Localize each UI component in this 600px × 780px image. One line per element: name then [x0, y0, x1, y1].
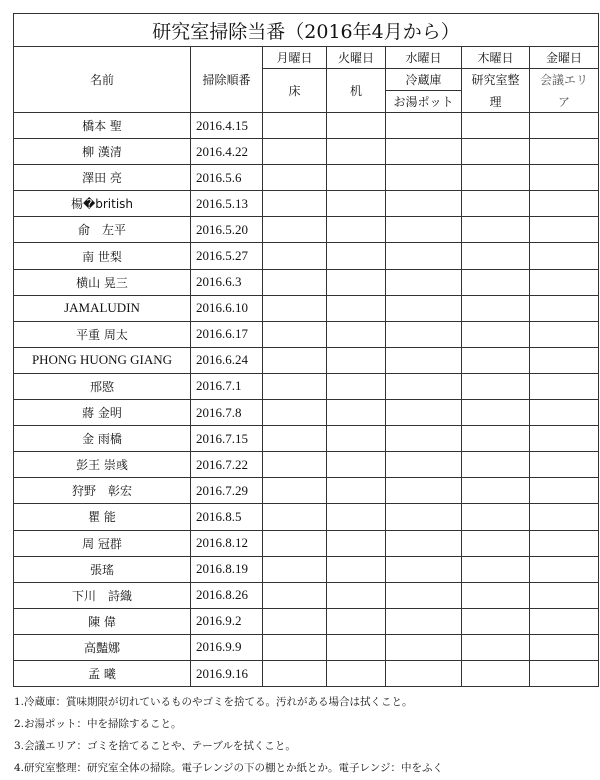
table-row [14, 530, 599, 556]
check-cell[interactable] [462, 452, 530, 478]
page-title: 研究室掃除当番（2016年4月から） [14, 14, 599, 47]
check-cell[interactable] [327, 504, 386, 530]
check-cell[interactable] [327, 217, 386, 243]
check-cell[interactable] [263, 321, 327, 347]
check-cell[interactable] [386, 608, 462, 634]
member-name: 俞 左平 [14, 217, 191, 243]
table-row [14, 321, 599, 347]
check-cell[interactable] [530, 347, 599, 373]
table-row [14, 478, 599, 504]
table-row [14, 269, 599, 295]
member-name: 陳 偉 [14, 608, 191, 634]
check-cell[interactable] [263, 139, 327, 165]
notes [14, 692, 443, 780]
check-cell[interactable] [263, 582, 327, 608]
check-cell[interactable] [386, 426, 462, 452]
table-row [14, 504, 599, 530]
check-cell[interactable] [327, 634, 386, 660]
cleaning-date: 2016.6.17 [191, 321, 263, 347]
task-friday-1: 会議エリ [530, 69, 599, 91]
check-cell[interactable] [263, 400, 327, 426]
cleaning-date: 2016.7.8 [191, 400, 263, 426]
check-cell[interactable] [386, 634, 462, 660]
check-cell[interactable] [530, 608, 599, 634]
check-cell[interactable] [462, 634, 530, 660]
check-cell[interactable] [327, 295, 386, 321]
check-cell[interactable] [386, 113, 462, 139]
check-cell[interactable] [263, 165, 327, 191]
table-row [14, 165, 599, 191]
check-cell[interactable] [530, 530, 599, 556]
member-name: 柳 漢清 [14, 139, 191, 165]
check-cell[interactable] [530, 478, 599, 504]
check-cell[interactable] [263, 243, 327, 269]
task-thursday-2: 理 [462, 91, 530, 113]
check-cell[interactable] [327, 608, 386, 634]
member-name: 橋本 聖 [14, 113, 191, 139]
check-cell[interactable] [462, 243, 530, 269]
check-cell[interactable] [530, 452, 599, 478]
check-cell[interactable] [263, 191, 327, 217]
check-cell[interactable] [386, 217, 462, 243]
member-name: 金 雨橋 [14, 426, 191, 452]
cleaning-date: 2016.5.20 [191, 217, 263, 243]
check-cell[interactable] [327, 139, 386, 165]
check-cell[interactable] [462, 139, 530, 165]
member-name: 南 世梨 [14, 243, 191, 269]
check-cell[interactable] [386, 660, 462, 686]
cleaning-date: 2016.6.24 [191, 347, 263, 373]
cleaning-date: 2016.5.13 [191, 191, 263, 217]
check-cell[interactable] [386, 295, 462, 321]
check-cell[interactable] [327, 530, 386, 556]
member-name: 澤田 亮 [14, 165, 191, 191]
check-cell[interactable] [530, 217, 599, 243]
cleaning-date: 2016.5.27 [191, 243, 263, 269]
table-row [14, 582, 599, 608]
check-cell[interactable] [263, 373, 327, 399]
member-name: 張瑤 [14, 556, 191, 582]
table-row [14, 452, 599, 478]
check-cell[interactable] [530, 243, 599, 269]
check-cell[interactable] [386, 373, 462, 399]
check-cell[interactable] [327, 191, 386, 217]
table-row [14, 113, 599, 139]
cleaning-date: 2016.8.12 [191, 530, 263, 556]
check-cell[interactable] [462, 608, 530, 634]
header-name: 名前 [14, 47, 191, 113]
check-cell[interactable] [530, 113, 599, 139]
check-cell[interactable] [386, 165, 462, 191]
check-cell[interactable] [386, 269, 462, 295]
check-cell[interactable] [386, 504, 462, 530]
check-cell[interactable] [386, 321, 462, 347]
member-name: 平重 周太 [14, 321, 191, 347]
task-thursday-1: 研究室整 [462, 69, 530, 91]
check-cell[interactable] [462, 113, 530, 139]
cleaning-date: 2016.9.2 [191, 608, 263, 634]
check-cell[interactable] [263, 556, 327, 582]
member-name: PHONG HUONG GIANG [14, 347, 191, 373]
member-name: 楊�british [14, 191, 191, 217]
table-row [14, 608, 599, 634]
check-cell[interactable] [462, 556, 530, 582]
task-wednesday-fridge: 冷蔵庫 [386, 69, 462, 91]
check-cell[interactable] [462, 295, 530, 321]
member-name: 高豔娜 [14, 634, 191, 660]
cleaning-date: 2016.7.15 [191, 426, 263, 452]
check-cell[interactable] [386, 191, 462, 217]
member-name: 瞿 能 [14, 504, 191, 530]
task-tuesday: 机 [327, 69, 386, 113]
header-friday: 金曜日 [530, 47, 599, 69]
check-cell[interactable] [530, 400, 599, 426]
header-order: 掃除順番 [191, 47, 263, 113]
member-name: 下川 詩織 [14, 582, 191, 608]
check-cell[interactable] [530, 269, 599, 295]
check-cell[interactable] [386, 243, 462, 269]
check-cell[interactable] [263, 426, 327, 452]
table-row [14, 347, 599, 373]
check-cell[interactable] [462, 321, 530, 347]
check-cell[interactable] [327, 400, 386, 426]
cleaning-date: 2016.9.16 [191, 660, 263, 686]
check-cell[interactable] [462, 217, 530, 243]
member-name: 周 冠群 [14, 530, 191, 556]
member-name: JAMALUDIN [14, 295, 191, 321]
member-name: 狩野 彰宏 [14, 478, 191, 504]
check-cell[interactable] [530, 634, 599, 660]
cleaning-date: 2016.8.26 [191, 582, 263, 608]
check-cell[interactable] [263, 113, 327, 139]
check-cell[interactable] [263, 295, 327, 321]
cleaning-date: 2016.7.22 [191, 452, 263, 478]
member-name: 彭王 崇彧 [14, 452, 191, 478]
check-cell[interactable] [327, 269, 386, 295]
check-cell[interactable] [327, 321, 386, 347]
check-cell[interactable] [530, 373, 599, 399]
check-cell[interactable] [263, 634, 327, 660]
table-row [14, 556, 599, 582]
member-name: 横山 晃三 [14, 269, 191, 295]
header-thursday: 木曜日 [462, 47, 530, 69]
check-cell[interactable] [263, 608, 327, 634]
check-cell[interactable] [263, 269, 327, 295]
check-cell[interactable] [263, 660, 327, 686]
note-2: 2.お湯ポット：中を掃除すること。 [14, 718, 182, 730]
check-cell[interactable] [462, 478, 530, 504]
check-cell[interactable] [263, 452, 327, 478]
member-name: 邢愍 [14, 373, 191, 399]
table-row [14, 139, 599, 165]
check-cell[interactable] [386, 452, 462, 478]
check-cell[interactable] [263, 217, 327, 243]
member-name: 孟 曦 [14, 660, 191, 686]
check-cell[interactable] [327, 556, 386, 582]
cleaning-date: 2016.5.6 [191, 165, 263, 191]
member-name: 蔣 金明 [14, 400, 191, 426]
header-monday: 月曜日 [263, 47, 327, 69]
check-cell[interactable] [530, 582, 599, 608]
cleaning-date: 2016.7.29 [191, 478, 263, 504]
table-row [14, 191, 599, 217]
cleaning-date: 2016.4.22 [191, 139, 263, 165]
check-cell[interactable] [327, 478, 386, 504]
check-cell[interactable] [386, 400, 462, 426]
table-row [14, 634, 599, 660]
cleaning-date: 2016.7.1 [191, 373, 263, 399]
check-cell[interactable] [263, 347, 327, 373]
check-cell[interactable] [462, 660, 530, 686]
check-cell[interactable] [327, 582, 386, 608]
note-3: 3.会議エリア：ゴミを捨てることや、テーブルを拭くこと。 [14, 740, 296, 752]
cleaning-date: 2016.6.3 [191, 269, 263, 295]
check-cell[interactable] [327, 373, 386, 399]
check-cell[interactable] [462, 165, 530, 191]
check-cell[interactable] [327, 452, 386, 478]
cleaning-schedule-table [13, 13, 599, 687]
cleaning-date: 2016.4.15 [191, 113, 263, 139]
task-friday-2: ア [530, 91, 599, 113]
task-wednesday-pot: お湯ポット [386, 91, 462, 113]
check-cell[interactable] [530, 426, 599, 452]
check-cell[interactable] [327, 165, 386, 191]
cleaning-date: 2016.8.19 [191, 556, 263, 582]
check-cell[interactable] [462, 191, 530, 217]
check-cell[interactable] [386, 530, 462, 556]
check-cell[interactable] [530, 139, 599, 165]
header-wednesday: 水曜日 [386, 47, 462, 69]
check-cell[interactable] [530, 165, 599, 191]
check-cell[interactable] [327, 113, 386, 139]
note-1: 1.冷蔵庫：賞味期限が切れているものやゴミを捨てる。汚れがある場合は拭くこと。 [14, 696, 413, 708]
check-cell[interactable] [386, 582, 462, 608]
table-row [14, 217, 599, 243]
table-row [14, 400, 599, 426]
check-cell[interactable] [327, 426, 386, 452]
check-cell[interactable] [462, 504, 530, 530]
check-cell[interactable] [386, 556, 462, 582]
header-tuesday: 火曜日 [327, 47, 386, 69]
check-cell[interactable] [462, 530, 530, 556]
check-cell[interactable] [462, 426, 530, 452]
check-cell[interactable] [462, 582, 530, 608]
table-row [14, 373, 599, 399]
check-cell[interactable] [530, 191, 599, 217]
table-row [14, 660, 599, 686]
cleaning-date: 2016.8.5 [191, 504, 263, 530]
check-cell[interactable] [530, 295, 599, 321]
check-cell[interactable] [327, 243, 386, 269]
check-cell[interactable] [327, 660, 386, 686]
check-cell[interactable] [263, 504, 327, 530]
check-cell[interactable] [530, 321, 599, 347]
check-cell[interactable] [462, 373, 530, 399]
check-cell[interactable] [530, 504, 599, 530]
check-cell[interactable] [386, 478, 462, 504]
check-cell[interactable] [462, 400, 530, 426]
check-cell[interactable] [263, 530, 327, 556]
check-cell[interactable] [263, 478, 327, 504]
check-cell[interactable] [530, 660, 599, 686]
table-row [14, 295, 599, 321]
cleaning-date: 2016.9.9 [191, 634, 263, 660]
note-4: 4.研究室整理：研究室全体の掃除。電子レンジの下の棚とか紙とか。電子レンジ：中をふく [14, 762, 443, 774]
check-cell[interactable] [386, 139, 462, 165]
table-row [14, 243, 599, 269]
cleaning-date: 2016.6.10 [191, 295, 263, 321]
check-cell[interactable] [327, 347, 386, 373]
check-cell[interactable] [462, 269, 530, 295]
check-cell[interactable] [462, 347, 530, 373]
check-cell[interactable] [530, 556, 599, 582]
check-cell[interactable] [386, 347, 462, 373]
table-row [14, 426, 599, 452]
task-monday: 床 [263, 69, 327, 113]
